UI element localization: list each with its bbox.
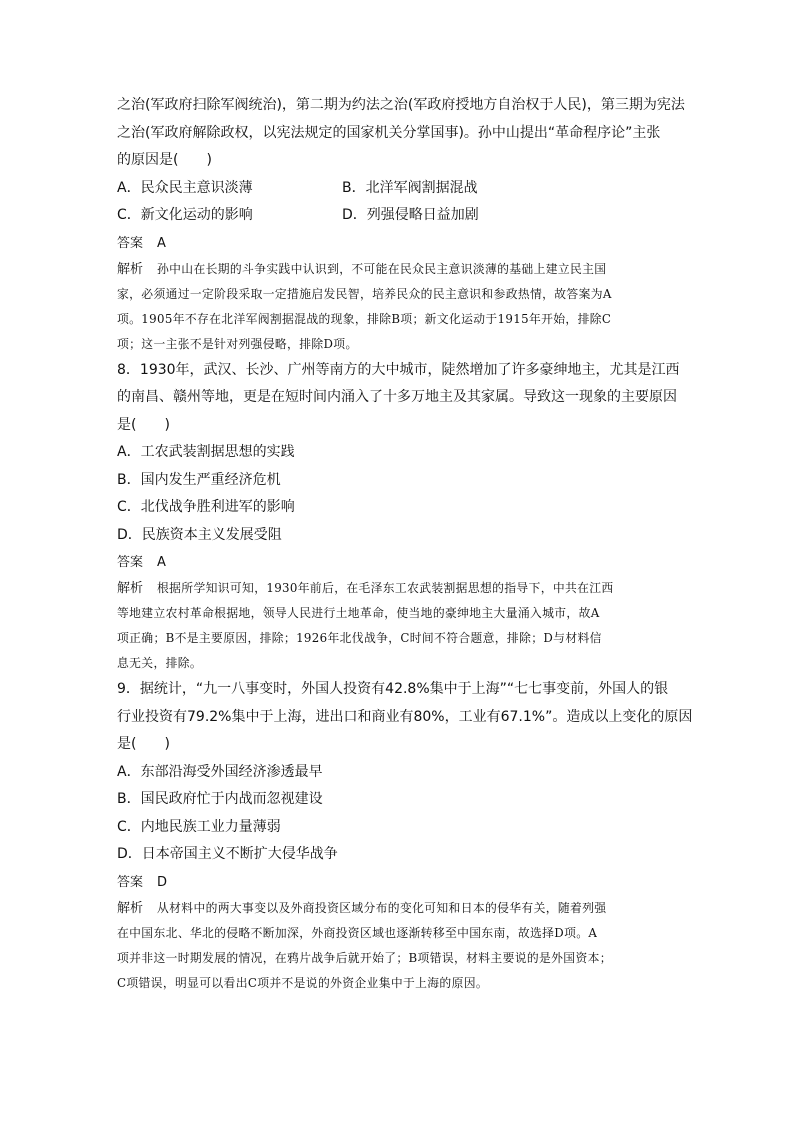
analysis-label: 解析 [117, 261, 144, 277]
analysis-label: 解析 [117, 900, 144, 916]
analysis-line: 家，必须通过一定阶段采取一定措施启发民智，培养民众的民主意识和参政热情，故答案为A [117, 286, 612, 301]
analysis-line: 息无关，排除。 [117, 656, 203, 670]
analysis-line: C项错误，明显可以看出C项并不是说的外资企业集中于上海的原因。 [117, 975, 489, 990]
option-b: B．国内发生严重经济危机 [117, 471, 281, 488]
analysis-text: 根据所学知识可知，1930年前后，在毛泽东工农武装割据思想的指导下，中共在江西 [157, 581, 614, 595]
analysis-line [117, 257, 683, 282]
answer-line [117, 549, 683, 576]
options-row [117, 202, 683, 230]
question-stem-line: 之治(军政府解除政权，以宪法规定的国家机关分掌国事)。孙中山提出“革命程序论”主张 [117, 124, 661, 141]
analysis-line: 项；这一主张不是针对列强侵略，排除D项。 [117, 336, 358, 351]
question-stem-line: 是( ) [117, 736, 170, 752]
analysis-line [117, 576, 683, 601]
analysis-text: 从材料中的两大事变以及外商投资区域分布的变化可知和日本的侵华有关，随着列强 [157, 900, 607, 915]
answer-label: 答案 [117, 874, 144, 890]
answer-value: D [157, 874, 168, 890]
option-b: B．北洋军阀割据混战 [342, 179, 478, 196]
question-9 [117, 676, 693, 996]
analysis-line [117, 896, 683, 921]
option-d: D．列强侵略日益加剧 [342, 207, 479, 223]
question-stem-line: 8．1930年，武汉、长沙、广州等南方的大中城市，陡然增加了许多豪绅地主，尤其是江西 [117, 361, 680, 378]
option-d: D．日本帝国主义不断扩大侵华战争 [117, 846, 338, 862]
option-a: A．工农武装割据思想的实践 [117, 444, 295, 460]
question-stem-line: 9．据统计，“九一八事变时，外国人投资有42.8%集中于上海”“七七事变前，外国人的银 [117, 681, 669, 697]
option-a: A．东部沿海受外国经济渗透最早 [117, 763, 323, 780]
option-d: D．民族资本主义发展受阻 [117, 526, 282, 543]
answer-value: A [157, 555, 166, 570]
question-7 [117, 92, 683, 357]
option-c: C．新文化运动的影响 [117, 207, 253, 223]
question-stem-line: 之治(军政府扫除军阀统治)，第二期为约法之治(军政府授地方自治权于人民)，第三期为宪法 [117, 97, 685, 113]
question-stem-line: 的原因是( ) [117, 152, 212, 168]
analysis-label: 解析 [117, 581, 144, 596]
analysis-line: 项。1905年不存在北洋军阀割据混战的现象，排除B项；新文化运动于1915年开始，排除C [117, 311, 612, 326]
option-c: C．内地民族工业力量薄弱 [117, 818, 281, 835]
question-8 [117, 357, 683, 677]
question-stem-line: 的南昌、赣州等地，更是在短时间内涌入了十多万地主及其家属。导致这一现象的主要原因 [117, 389, 677, 405]
option-b: B．国民政府忙于内战而忽视建设 [117, 791, 323, 807]
options-row [117, 175, 683, 203]
analysis-line: 项正确；B不是主要原因，排除；1926年北伐战争，C时间不符合题意，排除；D与材料信 [117, 631, 602, 645]
analysis-text: 孙中山在长期的斗争实践中认识到，不可能在民众民主意识淡薄的基础上建立民主国 [157, 261, 607, 276]
answer-label: 答案 [117, 235, 144, 251]
document-page [117, 92, 693, 996]
analysis-line: 项并非这一时期发展的情况，在鸦片战争后就开始了；B项错误，材料主要说的是外国资本； [117, 950, 612, 965]
answer-value: A [157, 235, 166, 251]
option-a: A．民众民主意识淡薄 [117, 179, 253, 196]
answer-label: 答案 [117, 555, 144, 570]
option-c: C．北伐战争胜利进军的影响 [117, 499, 295, 515]
answer-line [117, 869, 683, 896]
analysis-line: 等地建立农村革命根据地，领导人民进行土地革命，使当地的豪绅地主大量涌入城市，故A [117, 606, 600, 620]
answer-line [117, 230, 683, 257]
question-stem-line: 行业投资有79.2%集中于上海，进出口和商业有80%，工业有67.1%”。造成以上变化的原因 [117, 708, 693, 725]
analysis-line: 在中国东北、华北的侵略不断加深，外商投资区域也逐渐转移至中国东南，故选择D项。A [117, 925, 598, 940]
question-stem-line: 是( ) [117, 416, 170, 433]
